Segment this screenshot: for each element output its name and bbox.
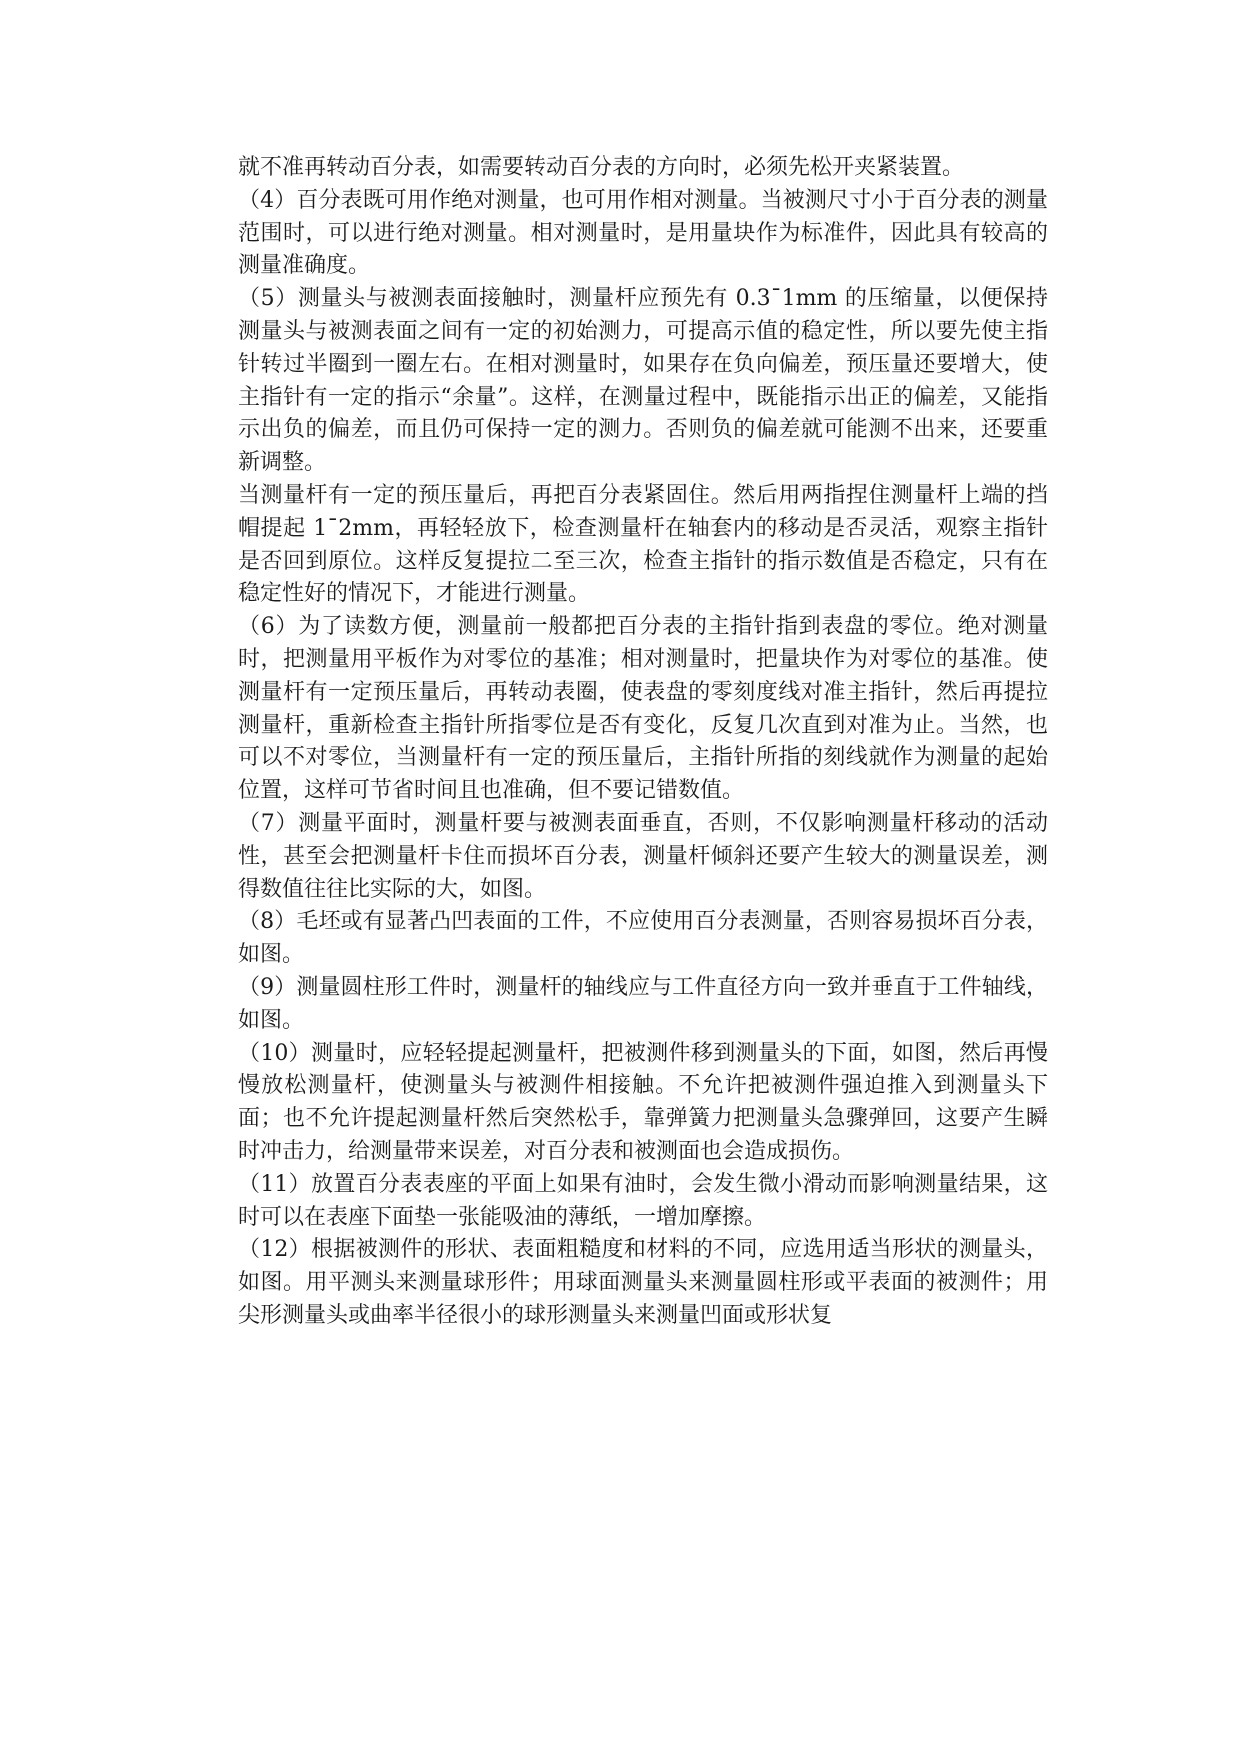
document-body	[238, 152, 1048, 1333]
paragraph-item-9: （9）测量圆柱形工件时，测量杆的轴线应与工件直径方向一致并垂直于工件轴线，如图。	[238, 974, 1048, 1033]
paragraph-item-11: （11）放置百分表表座的平面上如果有油时，会发生微小滑动而影响测量结果，这时可以在表座下面垫一张能吸油的薄纸，一增加摩擦。	[238, 1171, 1048, 1230]
paragraph-item-8: （8）毛坯或有显著凸凹表面的工件，不应使用百分表测量，否则容易损坏百分表，如图。	[238, 909, 1048, 968]
paragraph-item-4: （4）百分表既可用作绝对测量，也可用作相对测量。当被测尺寸小于百分表的测量范围时，可以进行绝对测量。相对测量时，是用量块作为标准件，因此具有较高的测量准确度。	[238, 187, 1048, 279]
paragraph-item-6: （6）为了读数方便，测量前一般都把百分表的主指针指到表盘的零位。绝对测量时，把测量用平板作为对零位的基准；相对测量时，把量块作为对零位的基准。使测量杆有一定预压量后，再转动表圈，使表盘的零刻度线对准主指针，然后再提拉测量杆，重新检查主指针所指零位是否有变化，反复几次直到对准为止。当然，也可以不对零位，当测量杆有一定的预压量后，主指针所指的刻线就作为测量的起始位置，这样可节省时间且也准确，但不要记错数值。	[238, 614, 1048, 804]
paragraph-item-10: （10）测量时，应轻轻提起测量杆，把被测件移到测量头的下面，如图，然后再慢慢放松测量杆，使测量头与被测件相接触。不允许把被测件强迫推入到测量头下面；也不允许提起测量杆然后突然松手，靠弹簧力把测量头急骤弹回，这要产生瞬时冲击力，给测量带来误差，对百分表和被测面也会造成损伤。	[238, 1040, 1048, 1164]
paragraph-item-7: （7）测量平面时，测量杆要与被测表面垂直，否则，不仅影响测量杆移动的活动性，甚至会把测量杆卡住而损坏百分表，测量杆倾斜还要产生较大的测量误差，测得数值往往比实际的大，如图。	[238, 810, 1048, 902]
paragraph-preload: 当测量杆有一定的预压量后，再把百分表紧固住。然后用两指捏住测量杆上端的挡帽提起 1¯2mm，再轻轻放下，检查测量杆在轴套内的移动是否灵活，观察主指针是否回到原位。这样反复提拉二至三次，检查主指针的指示数值是否稳定，只有在稳定性好的情况下，才能进行测量。	[238, 482, 1048, 607]
paragraph-continuation: 就不准再转动百分表，如需要转动百分表的方向时，必须先松开夹紧装置。	[238, 155, 965, 180]
paragraph-item-12: （12）根据被测件的形状、表面粗糙度和材料的不同，应选用适当形状的测量头，如图。用平测头来测量球形件；用球面测量头来测量圆柱形或平表面的被测件；用尖形测量头或曲率半径很小的球形测量头来测量凹面或形状复	[238, 1237, 1048, 1328]
paragraph-item-5: （5）测量头与被测表面接触时，测量杆应预先有 0.3¯1mm 的压缩量，以便保持测量头与被测表面之间有一定的初始测力，可提高示值的稳定性，所以要先使主指针转过半圈到一圈左右。在相对测量时，如果存在负向偏差，预压量还要增大，使主指针有一定的指示“余量”。这样，在测量过程中，既能指示出正的偏差，又能指示出负的偏差，而且仍可保持一定的测力。否则负的偏差就可能测不出来，还要重新调整。	[238, 286, 1048, 476]
